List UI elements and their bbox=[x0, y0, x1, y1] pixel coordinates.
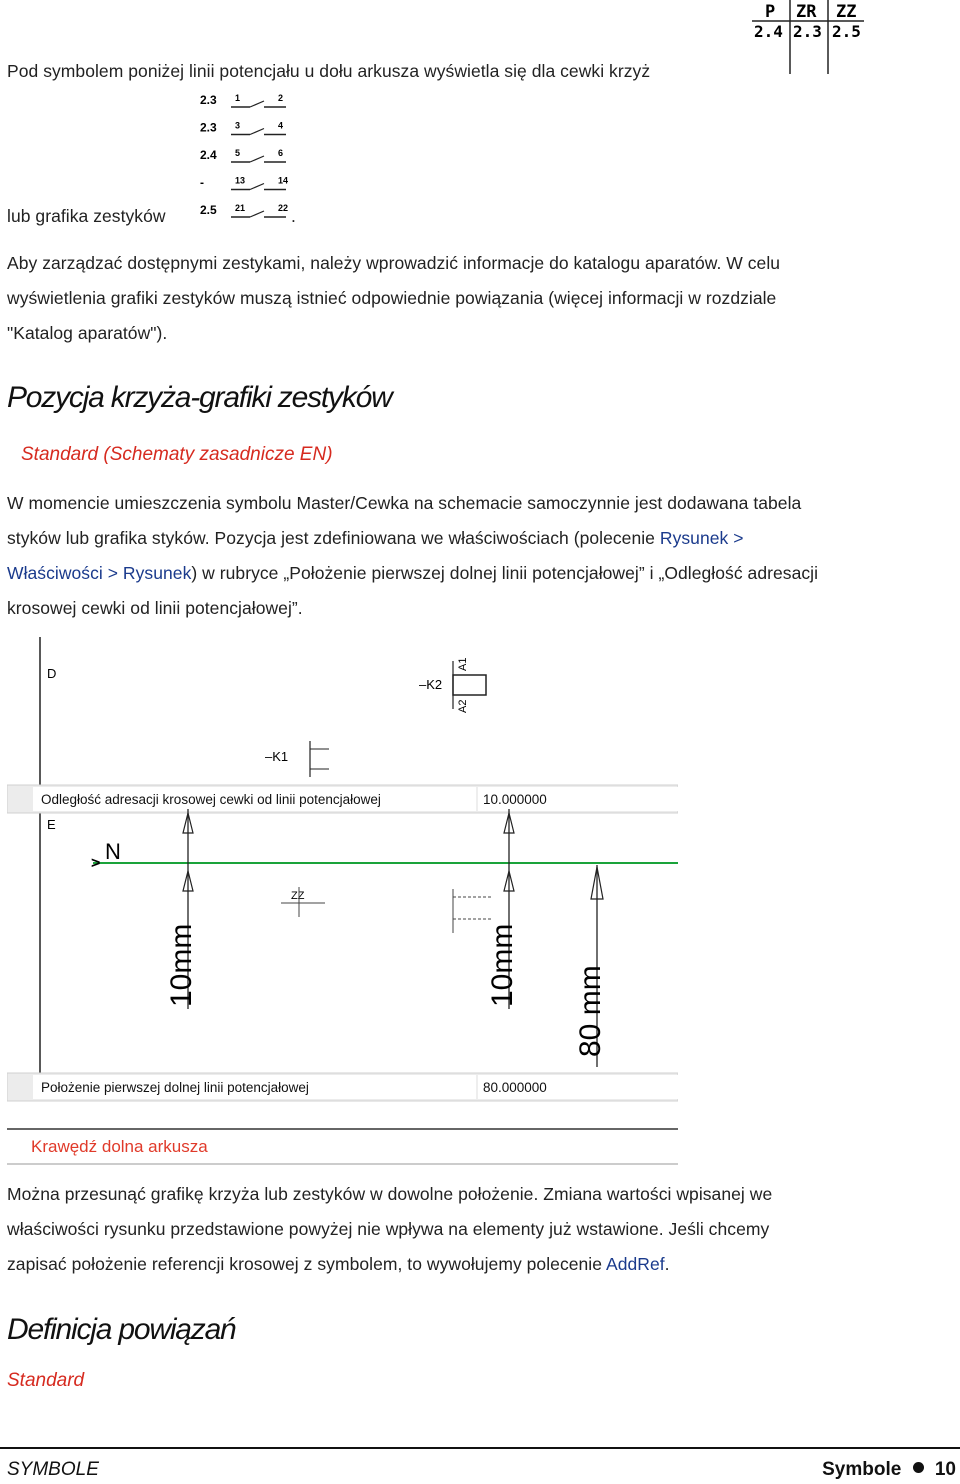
contact-ref: 2.5 bbox=[200, 203, 217, 217]
zz-label: ZZ bbox=[291, 890, 305, 902]
footer-page-info bbox=[822, 1459, 956, 1481]
contact-right-number: 22 bbox=[278, 203, 289, 213]
contact-right-number: 14 bbox=[278, 175, 289, 186]
contact-blade bbox=[250, 211, 264, 217]
k2-a2-label: A2 bbox=[457, 699, 469, 713]
dimension-10mm-left: 10mm bbox=[165, 923, 198, 1007]
section1-line-1: W momencie umieszczenia symbolu Master/Cewka na schemacie samoczynnie jest dodawana tabela bbox=[7, 493, 802, 513]
cross-reference-table bbox=[752, 0, 867, 76]
cross-header-zr: ZR bbox=[796, 2, 817, 22]
contact-blade bbox=[250, 156, 264, 162]
section1-after-line-3-end: . bbox=[664, 1254, 670, 1274]
contact-right-number: 2 bbox=[278, 93, 284, 103]
contact-left-number: 5 bbox=[235, 148, 241, 158]
potential-label-n: N bbox=[105, 839, 121, 864]
svg-text:>: > bbox=[91, 855, 101, 872]
intro-line-2-text: lub grafika zestyków bbox=[7, 206, 166, 226]
cross-reference-table-graphic bbox=[752, 0, 867, 76]
intro-line-1: Pod symbolem poniżej linii potencjału u dołu arkusza wyświetla się dla cewki krzyż bbox=[7, 61, 651, 81]
k1-label: –K1 bbox=[265, 749, 289, 764]
section-heading-cross-position: Pozycja krzyża-grafiki zestyków bbox=[7, 381, 392, 414]
section2-subtitle-standard: Standard bbox=[7, 1370, 85, 1391]
section1-after-line-3 bbox=[7, 1247, 670, 1282]
cross-value-p: 2.4 bbox=[754, 22, 783, 41]
cross-header-p: P bbox=[765, 2, 776, 22]
contact-ref: 2.3 bbox=[200, 93, 217, 107]
dimension-10mm-right: 10mm bbox=[486, 923, 519, 1007]
footer-bullet-icon bbox=[913, 1462, 924, 1473]
contact-ref: 2.3 bbox=[200, 120, 217, 135]
cross-value-zr: 2.3 bbox=[793, 22, 822, 41]
section1-after-line-1: Można przesunąć grafikę krzyża lub zestyków w dowolne położenie. Zmiana wartości wpisanej we bbox=[7, 1184, 773, 1204]
link-rysunek[interactable]: Rysunek > bbox=[659, 528, 744, 548]
row-label-d: D bbox=[47, 666, 57, 681]
section-subtitle-standard-en: Standard (Schematy zasadnicze EN) bbox=[21, 444, 333, 465]
k2-label: –K2 bbox=[419, 677, 443, 692]
contact-blade bbox=[250, 129, 264, 135]
contact-left-number: 3 bbox=[235, 120, 241, 131]
contact-left-number: 21 bbox=[235, 203, 246, 213]
section1-line-4: krosowej cewki od linii potencjałowej”. bbox=[7, 598, 303, 618]
intro-line-2 bbox=[7, 199, 166, 234]
k2-a1-label: A1 bbox=[457, 657, 469, 671]
section1-line-3-text: ) w rubryce „Położenie pierwszej dolnej linii potencjałowej” i „Odległość adresacji bbox=[191, 563, 819, 583]
contact-ref: - bbox=[200, 175, 204, 190]
contact-blade bbox=[250, 184, 264, 190]
property-spacing-label: Odległość adresacji krosowej cewki od linii potencjałowej bbox=[41, 792, 381, 807]
row-label-e: E bbox=[47, 817, 56, 832]
section1-line-3 bbox=[7, 556, 818, 591]
section1-after-line-2: właściwości rysunku przedstawione powyżej nie wpływa na elementy już wstawione. Jeśli chcemy bbox=[7, 1219, 770, 1239]
dimension-80mm: 80 mm bbox=[574, 965, 607, 1057]
intro-para-2-line-1: Aby zarządzać dostępnymi zestykami, należy wprowadzić informacje do katalogu aparatów. W celu bbox=[7, 253, 781, 273]
contact-right-number: 4 bbox=[278, 120, 284, 131]
cross-value-zz: 2.5 bbox=[832, 22, 861, 41]
link-addref[interactable]: AddRef bbox=[605, 1254, 665, 1274]
section1-line-2 bbox=[7, 521, 744, 556]
footer-chapter: SYMBOLE bbox=[7, 1459, 99, 1480]
footer-page-number: 10 bbox=[934, 1459, 956, 1480]
sheet-edge-label: Krawędź dolna arkusza bbox=[31, 1137, 208, 1156]
section1-after-line-3-text: zapisać położenie referencji krosowej z symbolem, to wywołujemy polecenie bbox=[7, 1254, 606, 1274]
schematic-figure-svg bbox=[7, 637, 678, 1165]
footer-section-label: Symbole bbox=[822, 1459, 902, 1480]
intro-para-2-line-3: "Katalog aparatów"). bbox=[7, 323, 168, 343]
contact-left-number: 13 bbox=[235, 175, 246, 186]
section-heading-relations: Definicja powiązań bbox=[7, 1313, 236, 1346]
intro-para-2-line-2: wyświetlenia grafiki zestyków muszą istnieć odpowiednie powiązania (więcej informacji w rozdziale bbox=[7, 288, 777, 308]
schematic-figure bbox=[7, 637, 678, 1165]
link-wlasciwosci-rysunek[interactable]: Właściwości > Rysunek bbox=[7, 563, 192, 583]
cross-header-zz: ZZ bbox=[836, 2, 857, 22]
contact-graphic-svg bbox=[198, 88, 298, 228]
contact-blade bbox=[250, 101, 264, 107]
footer-rule bbox=[0, 1447, 960, 1449]
contact-graphic bbox=[198, 88, 298, 228]
intro-line-2-end: . bbox=[291, 206, 296, 226]
property-first-line-value[interactable]: 80.000000 bbox=[483, 1080, 547, 1095]
contact-left-number: 1 bbox=[235, 93, 241, 103]
property-first-line-label: Położenie pierwszej dolnej linii potencjałowej bbox=[41, 1080, 309, 1095]
contact-ref: 2.4 bbox=[200, 148, 217, 162]
section1-line-2-text: styków lub grafika styków. Pozycja jest zdefiniowana we właściwościach (polecenie bbox=[7, 528, 660, 548]
contact-right-number: 6 bbox=[278, 148, 284, 158]
property-spacing-value[interactable]: 10.000000 bbox=[483, 792, 547, 807]
